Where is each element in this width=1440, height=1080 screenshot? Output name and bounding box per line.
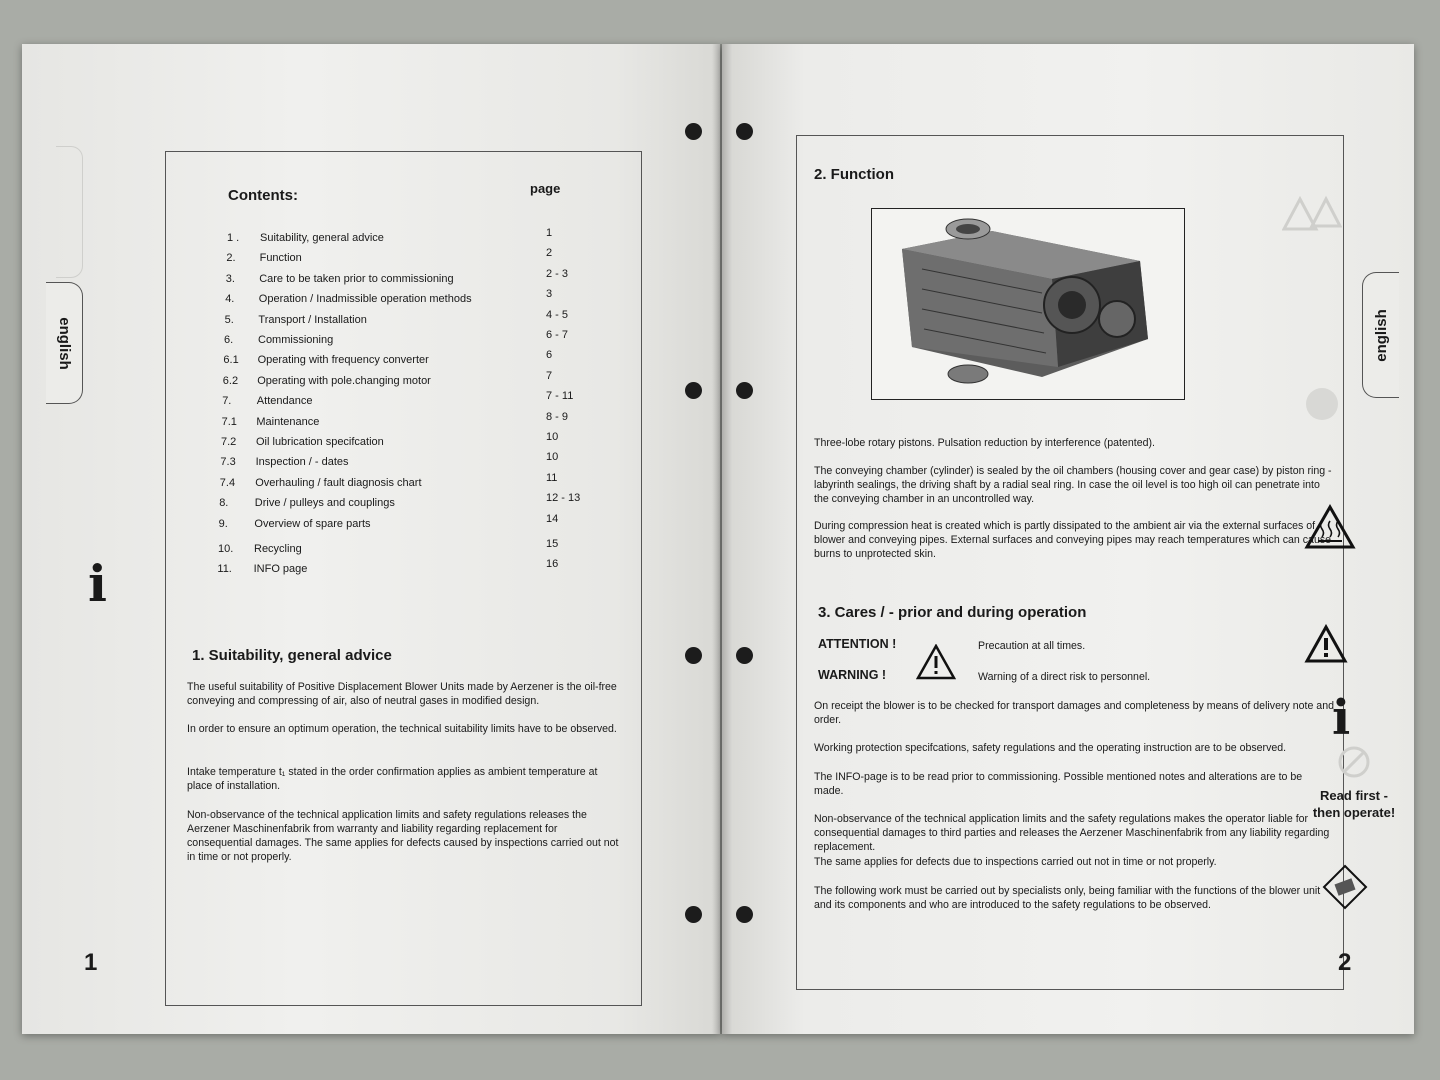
toc-page: 11 <box>546 472 558 484</box>
info-icon: i <box>1332 690 1351 746</box>
warning-triangle-icon <box>1304 624 1348 664</box>
section-2-title: 2. Function <box>814 166 894 183</box>
toc-page: 16 <box>546 558 559 570</box>
toc-title[interactable]: Transport / Installation <box>258 314 367 326</box>
warning-label: WARNING ! <box>818 668 887 682</box>
language-tab-left[interactable] <box>46 282 83 404</box>
toc-number: 7.3 <box>220 456 236 468</box>
warning-text: Warning of a direct risk to personnel. <box>978 671 1151 683</box>
read-first-note: Read first - then operate! <box>1312 788 1396 820</box>
section-3-para: The following work must be carried out by specialists only, being familiar with the functions of the blower unit and its components and who are introduced to the safety regulations to be observed. <box>814 885 1321 911</box>
section-3-para: Non-observance of the technical application limits and the safety regulations makes the operator liable for consequential damages to third parties and releases the Aerzener Maschinenfabrik from any liability regarding replacement. <box>814 813 1330 853</box>
section-3-para: Working protection specifcations, safety regulations and the operating instruction are to be observed. <box>814 742 1287 754</box>
faded-prohibit-icon <box>1336 744 1372 780</box>
toc-number: 4. <box>225 293 235 305</box>
language-tab-right[interactable] <box>1362 272 1399 398</box>
binder-hole <box>736 382 753 399</box>
binder-hole <box>736 647 753 664</box>
binder-hole <box>685 382 702 399</box>
blower-diamond-icon <box>1322 864 1368 910</box>
left-page <box>22 44 720 1034</box>
section-2-para: During compression heat is created which is partly dissipated to the ambient air via the external surfaces of blower and conveying pipes. External surfaces and conveying pipes may reach temperatures which can cause burns to unprotected skin. <box>814 520 1332 560</box>
toc-number: 10. <box>218 543 234 555</box>
toc-page: 6 - 7 <box>546 329 569 341</box>
toc-title[interactable]: Overhauling / fault diagnosis chart <box>255 477 422 489</box>
page-number: 2 <box>1338 949 1352 976</box>
warning-triangle-icon <box>916 644 956 680</box>
toc-title[interactable]: Oil lubrication specifcation <box>256 436 384 448</box>
faded-warning-icon <box>1282 194 1342 244</box>
toc-number: 9. <box>218 518 228 530</box>
toc-number: 7.2 <box>221 436 237 448</box>
right-page <box>722 44 1414 1034</box>
toc-title[interactable]: INFO page <box>253 563 308 575</box>
binder-hole <box>736 123 753 140</box>
toc-number: 8. <box>219 497 229 509</box>
toc-number: 2. <box>226 252 236 264</box>
toc-page: 4 - 5 <box>546 309 569 321</box>
toc-title[interactable]: Maintenance <box>256 416 320 428</box>
section-3-para: On receipt the blower is to be checked for transport damages and completeness by means of delivery note and order. <box>814 700 1334 726</box>
section-3-title: 3. Cares / - prior and during operation <box>818 604 1087 621</box>
toc-number: 7.4 <box>219 477 236 489</box>
toc-page: 6 <box>546 349 553 361</box>
section-3-para: The same applies for defects due to inspections carried out not in time or not properly. <box>814 856 1217 868</box>
toc-number: 7. <box>222 395 232 407</box>
toc-number: 6.1 <box>223 354 239 366</box>
toc-page: 10 <box>546 431 559 443</box>
section-1-title: 1. Suitability, general advice <box>192 647 392 664</box>
faded-tab <box>56 146 83 278</box>
info-icon: i <box>88 554 107 613</box>
contents-title: Contents: <box>228 187 298 204</box>
toc-title[interactable]: Attendance <box>256 395 313 407</box>
toc-title[interactable]: Overview of spare parts <box>254 518 371 530</box>
toc-page: 14 <box>546 513 559 525</box>
toc-number: 6.2 <box>222 375 239 387</box>
tab-label: english <box>1372 308 1390 362</box>
binder-hole <box>685 123 702 140</box>
toc-number: 5. <box>224 314 234 326</box>
toc-number: 1 . <box>227 232 240 244</box>
toc-title[interactable]: Recycling <box>254 543 302 555</box>
toc-page: 3 <box>546 288 553 300</box>
toc-title[interactable]: Operating with frequency converter <box>257 354 429 366</box>
toc-title[interactable]: Operation / Inadmissible operation methods <box>258 293 472 305</box>
toc-page: 2 - 3 <box>546 268 569 280</box>
toc-number: 7.1 <box>221 416 237 428</box>
page-number: 1 <box>84 949 98 976</box>
toc-page: 7 <box>546 370 553 382</box>
toc-page: 15 <box>546 538 559 550</box>
spine-shadow <box>712 44 732 1034</box>
toc-title[interactable]: Function <box>259 252 302 264</box>
section-1-para: In order to ensure an optimum operation, the technical suitability limits have to be observed. <box>187 723 617 735</box>
toc-title[interactable]: Operating with pole.changing motor <box>257 375 431 387</box>
toc-title[interactable]: Care to be taken prior to commissioning <box>259 273 454 285</box>
section-1-para: Non-observance of the technical application limits and safety regulations releases the Aerzener Maschinenfabrik from warranty and liability regarding replacement for consequential damages. The same applies for defects caused by inspections carried out not in time or not properly. <box>187 809 619 863</box>
toc-title[interactable]: Drive / pulleys and couplings <box>254 497 395 509</box>
blower-illustration <box>871 208 1185 400</box>
toc-page: 10 <box>546 451 559 463</box>
attention-label: ATTENTION ! <box>818 637 897 651</box>
blower-drawing <box>872 209 1184 399</box>
page-column-label: page <box>530 181 561 196</box>
section-3-para: The INFO-page is to be read prior to commissioning. Possible mentioned notes and alterations are to be made. <box>814 771 1303 797</box>
section-2-para: The conveying chamber (cylinder) is sealed by the oil chambers (housing cover and gear case) by piston ring - labyrinth sealings, the driving shaft by a radial seal ring. In case the oil level is too high oil can penetrate into the conveying chamber in an uncontrolled way. <box>814 465 1332 505</box>
attention-text: Precaution at all times. <box>978 640 1086 652</box>
toc-page: 7 - 11 <box>546 390 574 402</box>
function-caption: Three-lobe rotary pistons. Pulsation reduction by interference (patented). <box>814 437 1155 449</box>
section-1-para: Intake temperature t₁ stated in the order confirmation applies as ambient temperature at place of installation. <box>187 766 598 792</box>
toc-number: 11. <box>217 563 232 575</box>
toc-number: 3. <box>225 273 235 285</box>
toc-page: 12 - 13 <box>546 492 581 504</box>
faded-circle-icon <box>1302 384 1342 424</box>
binder-hole <box>685 906 702 923</box>
toc-page: 8 - 9 <box>546 411 569 423</box>
toc-page: 2 <box>546 247 553 259</box>
toc-title[interactable]: Commissioning <box>258 334 334 346</box>
toc-title[interactable]: Suitability, general advice <box>260 232 384 244</box>
toc-title[interactable]: Inspection / - dates <box>255 456 349 468</box>
binder-hole <box>736 906 753 923</box>
toc-page: 1 <box>546 227 553 239</box>
toc-number: 6. <box>224 334 234 346</box>
tab-label: english <box>55 316 73 370</box>
section-1-para: The useful suitability of Positive Displacement Blower Units made by Aerzener is the oil-free conveying and compressing of air, also of neutral gases in modified design. <box>187 681 617 707</box>
hot-surface-icon <box>1304 504 1356 550</box>
binder-hole <box>685 647 702 664</box>
